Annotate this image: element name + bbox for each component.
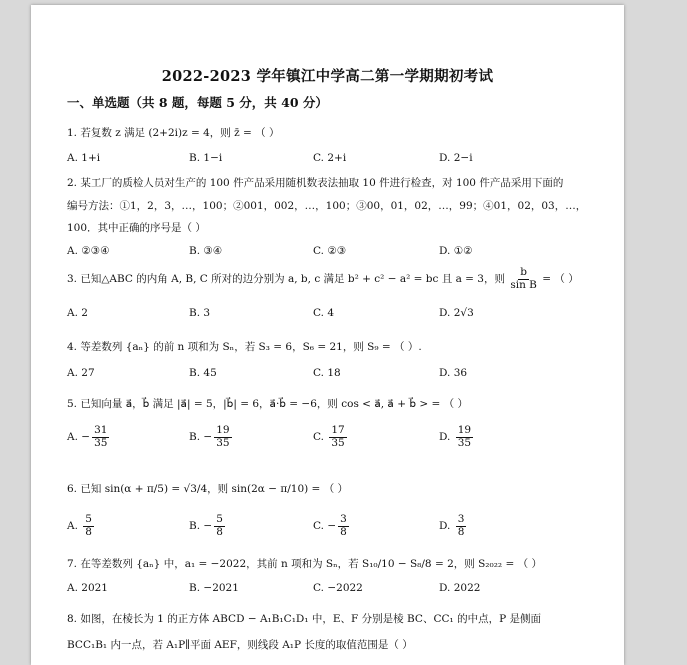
question-1-stem: 1. 若复数 z 满足 (2+2i)z = 4，则 z̄ = （ ） bbox=[67, 127, 280, 139]
question-8-line-2: BCC₁B₁ 内一点，若 A₁P∥平面 AEF，则线段 A₁P 长度的取值范围是（ ） bbox=[67, 639, 413, 651]
q2-option-c: C. ②③ bbox=[313, 245, 347, 257]
q5-option-d: D. $\frac{19}{35}$ bbox=[439, 424, 472, 449]
q6-option-b: B. − $\frac{5}{8}$ bbox=[189, 513, 223, 538]
q7-option-b: B. −2021 bbox=[189, 582, 239, 594]
q3-option-d: D. 2√3 bbox=[439, 307, 474, 319]
q1-option-d: D. 2−i bbox=[439, 152, 473, 164]
q3-stem-text: 3. 已知△ABC 的内角 A, B, C 所对的边分别为 a, b, c 满足 b² + c² − a² = bc 且 a = 3，则 bbox=[67, 273, 505, 286]
q4-option-a: A. 27 bbox=[67, 367, 95, 379]
question-5-stem: 5. 已知向量 a⃗，b⃗ 满足 |a⃗| = 5，|b⃗| = 6，a⃗·b⃗ = −6，则 cos < a⃗, a⃗ + b⃗ > = （ ） bbox=[67, 398, 468, 410]
q2-option-a: A. ②③④ bbox=[67, 245, 110, 257]
q3-fraction-numerator: b bbox=[520, 266, 527, 278]
q3-fraction-denominator: sin B bbox=[510, 278, 537, 291]
q1-option-b: B. 1−i bbox=[189, 152, 223, 164]
question-2-line-1: 2. 某工厂的质检人员对生产的 100 件产品采用随机数表法抽取 10 件进行检查，对 100 件产品采用下面的 bbox=[67, 177, 564, 189]
q4-option-b: B. 45 bbox=[189, 367, 217, 379]
q3-fraction bbox=[510, 267, 537, 291]
question-7-stem: 7. 在等差数列 {aₙ} 中，a₁ = −2022，其前 n 项和为 Sₙ，若 S₁₀/10 − S₈/8 = 2，则 S₂₀₂₂ = （ ） bbox=[67, 558, 542, 570]
q5-option-b: B. − $\frac{19}{35}$ bbox=[189, 424, 230, 449]
q3-option-b: B. 3 bbox=[189, 307, 211, 319]
q1-option-a: A. 1+i bbox=[67, 152, 101, 164]
q6-option-a: A. $\frac{5}{8}$ bbox=[67, 513, 92, 538]
q2-option-b: B. ③④ bbox=[189, 245, 223, 257]
question-4-stem: 4. 等差数列 {aₙ} 的前 n 项和为 Sₙ，若 S₃ = 6，S₆ = 21，则 S₉ = （ ）. bbox=[67, 341, 422, 353]
q2-option-d: D. ①② bbox=[439, 245, 473, 257]
q3-option-a: A. 2 bbox=[67, 307, 88, 319]
question-3-stem bbox=[67, 267, 579, 291]
q5-option-c: C. $\frac{17}{35}$ bbox=[313, 424, 345, 449]
section-heading: 一、单选题（共 8 题，每题 5 分，共 40 分） bbox=[67, 95, 328, 110]
exam-title: 2022-2023 学年镇江中学高二第一学期期初考试 bbox=[161, 68, 494, 85]
q6-option-d: D. $\frac{3}{8}$ bbox=[439, 513, 465, 538]
q7-option-c: C. −2022 bbox=[313, 582, 363, 594]
q5-option-a: A. − $\frac{31}{35}$ bbox=[67, 424, 108, 449]
q7-option-d: D. 2022 bbox=[439, 582, 481, 594]
document-page bbox=[31, 5, 624, 665]
q6-option-c: C. − $\frac{3}{8}$ bbox=[313, 513, 347, 538]
q4-option-c: C. 18 bbox=[313, 367, 341, 379]
q7-option-a: A. 2021 bbox=[67, 582, 108, 594]
question-6-stem: 6. 已知 sin(α + π/5) = √3/4，则 sin(2α − π/10) = （ ） bbox=[67, 483, 349, 495]
question-8-line-1: 8. 如图，在棱长为 1 的正方体 ABCD − A₁B₁C₁D₁ 中，E、F 分别是棱 BC、CC₁ 的中点，P 是侧面 bbox=[67, 613, 541, 625]
q4-option-d: D. 36 bbox=[439, 367, 468, 379]
q1-option-c: C. 2+i bbox=[313, 152, 347, 164]
question-2-line-2: 编号方法：①1，2，3，…，100；②001，002，…，100；③00，01，02，…，99；④01，02，03，…， bbox=[67, 200, 587, 212]
q3-stem-tail: = （ ） bbox=[542, 273, 579, 286]
question-2-line-3: 100．其中正确的序号是（ ） bbox=[67, 222, 206, 234]
q3-option-c: C. 4 bbox=[313, 307, 335, 319]
